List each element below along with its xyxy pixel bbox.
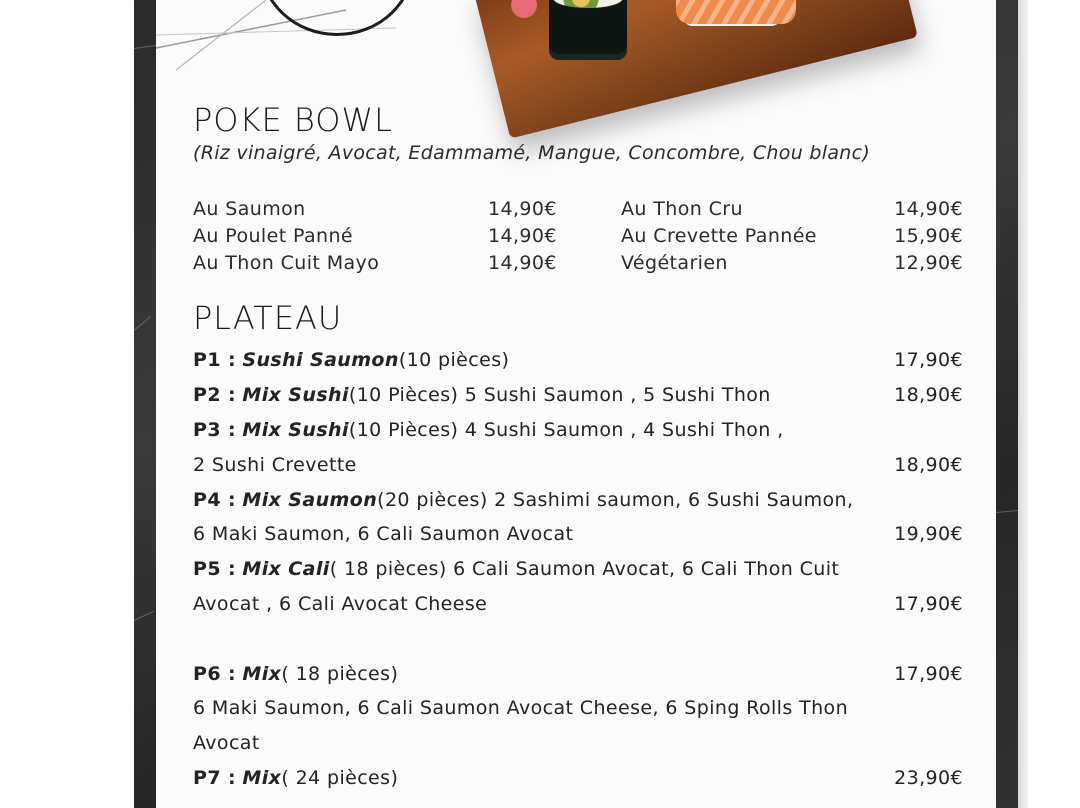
item-code: P1 :	[193, 349, 236, 372]
item-desc: 6 Maki Saumon, 6 Cali Saumon Avocat	[193, 523, 574, 546]
item-name: Au Thon Cru	[621, 197, 743, 220]
item-name: Mix	[242, 766, 282, 789]
item-code: P2 :	[193, 384, 236, 407]
page-edge	[1018, 0, 1028, 808]
menu-item-p5	[193, 552, 963, 587]
item-desc: (10 Pièces) 4 Sushi Saumon , 4 Sushi Thon ,	[348, 418, 784, 441]
item-price: 18,90€	[894, 453, 963, 476]
item-code: P3 :	[193, 418, 236, 441]
marble-vein	[996, 510, 1018, 513]
spacer	[193, 621, 963, 656]
item-desc: (10 Pièces) 5 Sushi Saumon , 5 Sushi Thon	[348, 384, 771, 407]
item-desc: (20 pièces) 2 Sashimi saumon, 6 Sushi Saumon,	[377, 488, 854, 511]
item-name: Mix Saumon	[242, 488, 378, 511]
menu-item-p6-cont	[193, 691, 963, 726]
poke-ingredients: (Riz vinaigré, Avocat, Edammamé, Mangue, Concombre, Chou blanc)	[193, 142, 871, 164]
marble-vein	[134, 611, 154, 621]
item-desc: ( 18 pièces) 6 Cali Saumon Avocat, 6 Cali Thon Cuit	[329, 558, 840, 581]
item-name: Mix Sushi	[242, 384, 349, 407]
poke-row	[193, 222, 963, 249]
item-code: P4 :	[193, 488, 236, 511]
section-title-poke: POKE BOWL	[193, 101, 393, 139]
item-code: P7 :	[193, 766, 236, 789]
menu-item-p3-cont	[193, 447, 963, 482]
item-name: Au Crevette Pannée	[621, 224, 817, 247]
menu-item-p3	[193, 413, 963, 448]
menu-page	[156, 0, 996, 808]
menu-item-p6	[193, 656, 963, 691]
menu-item-p4-cont	[193, 517, 963, 552]
item-name: Au Poulet Panné	[193, 224, 354, 247]
poke-row	[193, 249, 963, 276]
item-code: P6 :	[193, 662, 236, 685]
item-desc: Avocat	[193, 732, 260, 755]
item-desc: 6 Maki Saumon, 6 Cali Saumon Avocat Cheese, 6 Sping Rolls Thon	[193, 697, 849, 720]
section-title-plateau: PLATEAU	[193, 299, 343, 337]
item-desc: Avocat , 6 Cali Avocat Cheese	[193, 592, 488, 615]
item-price: 12,90€	[894, 251, 963, 274]
item-name: Mix Sushi	[242, 418, 349, 441]
item-name: Mix Cali	[242, 558, 330, 581]
item-desc: (10 pièces)	[398, 349, 510, 372]
poke-row	[193, 195, 963, 222]
item-price: 18,90€	[894, 384, 963, 407]
salmon-nigiri-image	[676, 0, 796, 24]
item-price: 19,90€	[894, 523, 963, 546]
item-code: P5 :	[193, 558, 236, 581]
item-price: 14,90€	[488, 251, 557, 274]
marble-vein	[134, 316, 151, 331]
item-desc: ( 18 pièces)	[281, 662, 399, 685]
item-price: 23,90€	[894, 766, 963, 789]
item-desc: ( 24 pièces)	[281, 766, 399, 789]
item-desc: 2 Sushi Crevette	[193, 453, 357, 476]
poke-price-table	[193, 195, 963, 276]
menu-item-p7	[193, 761, 963, 796]
item-price: 17,90€	[894, 349, 963, 372]
item-price: 17,90€	[894, 662, 963, 685]
item-price: 14,90€	[488, 224, 557, 247]
item-name: Mix	[242, 662, 282, 685]
item-price: 14,90€	[488, 197, 557, 220]
menu-item-p2	[193, 378, 963, 413]
menu-item-p4	[193, 482, 963, 517]
maki-roll-image	[549, 0, 627, 60]
item-name: Au Saumon	[193, 197, 306, 220]
item-price: 15,90€	[894, 224, 963, 247]
item-name: Au Thon Cuit Mayo	[193, 251, 380, 274]
item-name: Végétarien	[621, 251, 728, 274]
plateau-list	[193, 343, 963, 795]
menu-item-p1	[193, 343, 963, 378]
menu-item-p6-cont2	[193, 726, 963, 761]
item-name: Sushi Saumon	[242, 349, 399, 372]
item-price: 14,90€	[894, 197, 963, 220]
item-price: 17,90€	[894, 592, 963, 615]
menu-item-p5-cont	[193, 587, 963, 622]
